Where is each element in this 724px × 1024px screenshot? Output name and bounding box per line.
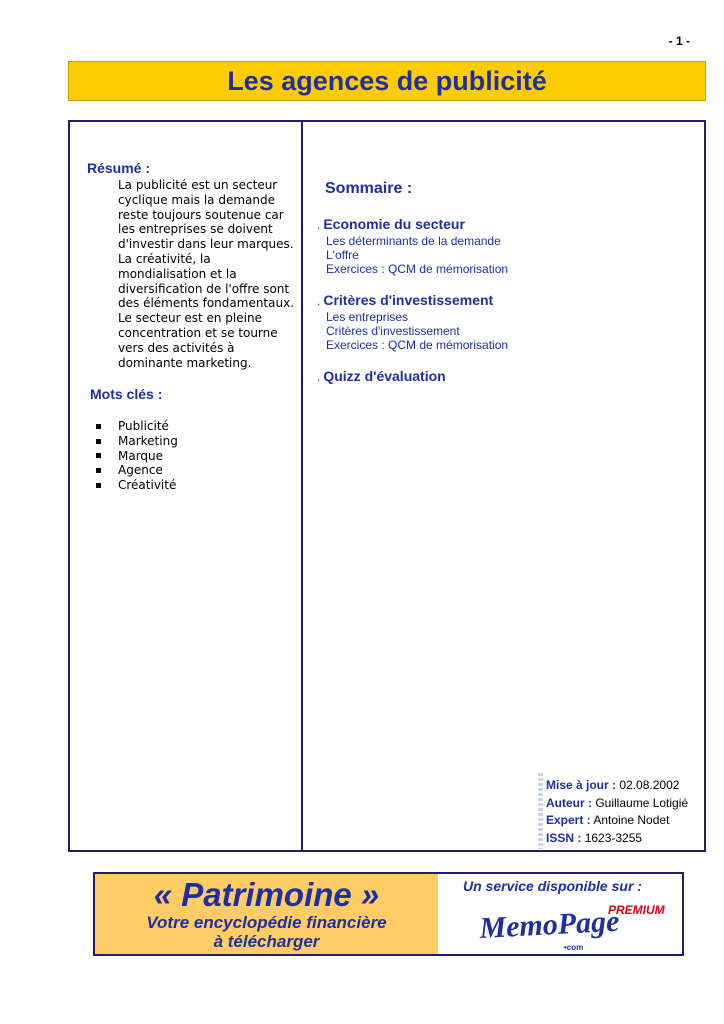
keywords-list xyxy=(96,419,178,493)
resume-text: La publicité est un secteur cyclique mais la demande reste toujours soutenue car les entreprises se doivent d'investir dans leur marques. La créativité, la mondialisation et la diversification de l'offre sont des éléments fondamentaux. Le secteur est en pleine concentration et se tourne vers des activités à dominante marketing. xyxy=(118,178,295,370)
bullet-icon xyxy=(96,468,101,473)
toc-section-quizz xyxy=(317,368,446,386)
footer-ad xyxy=(95,874,438,954)
metadata-bar xyxy=(538,773,543,849)
logo-text: MemoPage xyxy=(478,904,621,945)
brand-name: « Patrimoine » xyxy=(153,876,380,913)
title-banner xyxy=(68,61,706,101)
logo-premium: PREMIUM xyxy=(608,903,665,917)
resume-heading: Résumé : xyxy=(87,160,151,176)
page-title: Les agences de publicité xyxy=(227,65,547,96)
left-column xyxy=(70,122,303,850)
bullet-icon xyxy=(96,453,101,458)
meta-expert: Expert : Antoine Nodet xyxy=(546,813,670,827)
logo-com: •com xyxy=(564,943,584,952)
right-column xyxy=(303,122,704,850)
tagline-1: Votre encyclopédie financière xyxy=(146,913,387,932)
toc-item[interactable]: Les déterminants de la demande xyxy=(326,234,501,248)
toc-section-criteres xyxy=(317,292,508,352)
footer-service xyxy=(438,874,682,954)
toc-title[interactable]: . Critères d'investissement xyxy=(317,292,494,308)
bullet-icon xyxy=(96,483,101,488)
page-number: - 1 - xyxy=(668,34,690,48)
toc-title[interactable]: . Quizz d'évaluation xyxy=(317,368,446,384)
list-item: Agence xyxy=(96,463,178,478)
content-box xyxy=(68,120,706,852)
metadata-box xyxy=(538,773,708,849)
footer-banner[interactable] xyxy=(93,872,684,956)
toc-title[interactable]: . Economie du secteur xyxy=(317,216,465,232)
sommaire-heading: Sommaire : xyxy=(325,180,413,197)
toc-item[interactable]: Les entreprises xyxy=(326,310,409,324)
bullet-icon xyxy=(96,439,101,444)
list-item: Créativité xyxy=(96,478,178,493)
toc-item[interactable]: Exercices : QCM de mémorisation xyxy=(326,262,509,276)
toc-section-economie xyxy=(317,216,508,276)
meta-issn: ISSN : 1623-3255 xyxy=(546,830,643,845)
list-item: Publicité xyxy=(96,419,178,434)
meta-author: Auteur : Guillaume Lotigié xyxy=(546,795,689,810)
meta-update: Mise à jour : 02.08.2002 xyxy=(546,778,680,792)
toc-item[interactable]: Critères d'investissement xyxy=(326,324,460,338)
bullet-icon xyxy=(96,424,101,429)
list-item: Marketing xyxy=(96,434,178,449)
toc-item[interactable]: Exercices : QCM de mémorisation xyxy=(326,338,509,352)
memopage-logo[interactable] xyxy=(478,900,665,952)
keywords-heading: Mots clés : xyxy=(90,386,163,402)
service-text: Un service disponible sur : xyxy=(463,878,642,894)
tagline-2: à télécharger xyxy=(213,932,320,951)
list-item: Marque xyxy=(96,449,178,464)
toc-item[interactable]: L'offre xyxy=(326,248,359,262)
